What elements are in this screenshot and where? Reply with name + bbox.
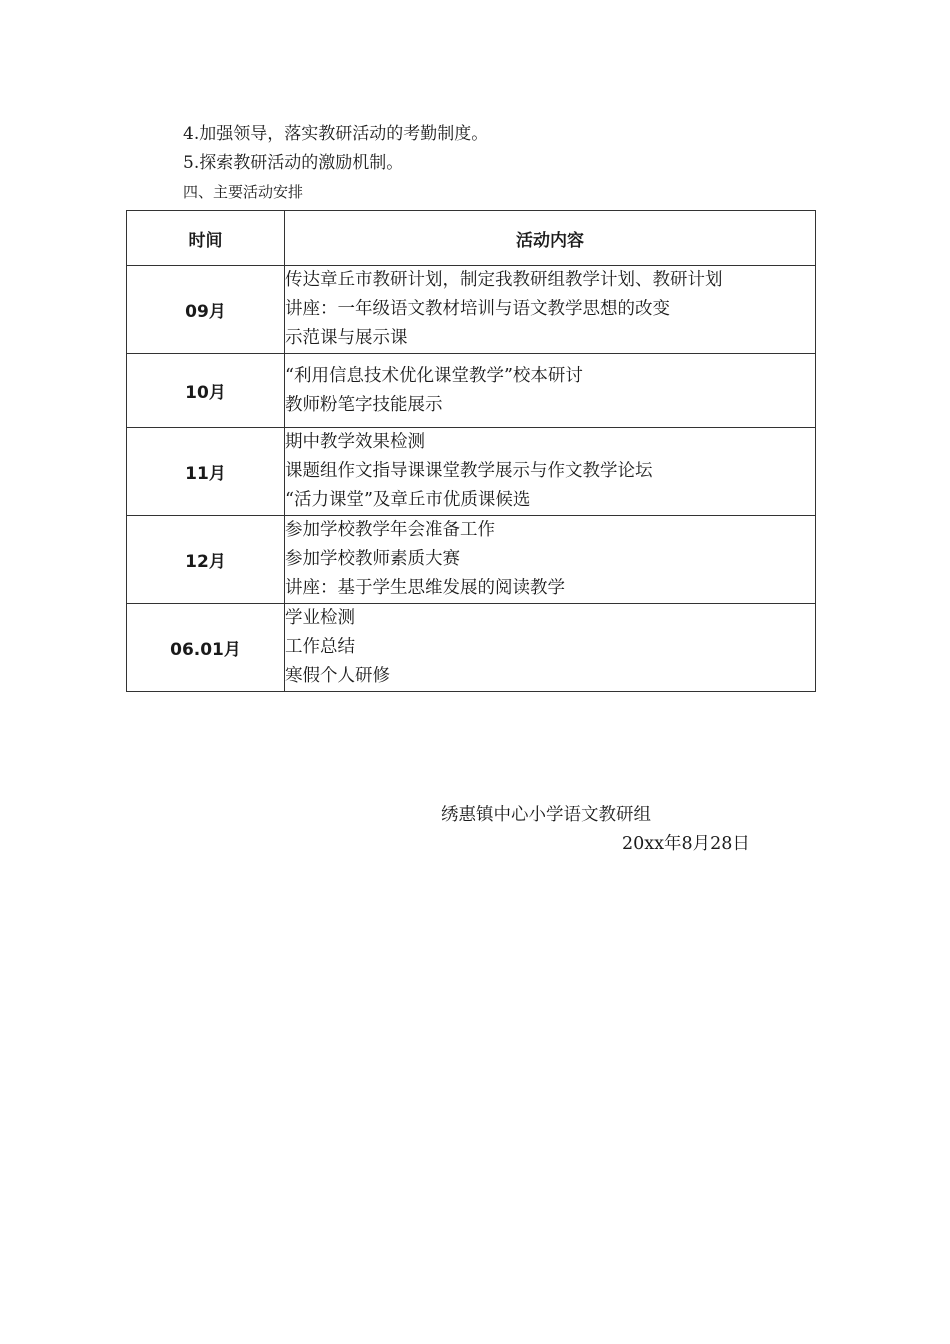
header-content: 活动内容	[285, 211, 816, 266]
activity-item: 学业检测	[285, 608, 355, 628]
table-row	[127, 516, 816, 604]
row-time: 09月	[127, 266, 285, 354]
activity-item: 示范课与展示课	[285, 328, 408, 348]
activity-item: 寒假个人研修	[285, 666, 390, 686]
activity-item: “活力课堂”及章丘市优质课候选	[285, 490, 531, 510]
row-activities	[285, 604, 816, 692]
table-row	[127, 604, 816, 692]
activity-item: 工作总结	[285, 637, 355, 657]
activity-schedule-table	[126, 210, 816, 692]
activity-item: 期中教学效果检测	[285, 432, 425, 452]
activity-item: 教师粉笔字技能展示	[285, 394, 443, 415]
row-time: 11月	[127, 428, 285, 516]
table-header-row	[127, 211, 816, 266]
section-heading: 四、主要活动安排	[183, 183, 304, 201]
plan-item-4: 4.加强领导，落实教研活动的考勤制度。	[183, 124, 489, 144]
activity-item: 课题组作文指导课课堂教学展示与作文教学论坛	[285, 461, 653, 481]
row-activities	[285, 428, 816, 516]
activity-item: 参加学校教师素质大赛	[285, 549, 460, 569]
row-activities	[285, 266, 816, 354]
row-time: 06.01月	[127, 604, 285, 692]
plan-item-5: 5.探索教研活动的激励机制。	[183, 153, 404, 173]
activity-item: 讲座：基于学生思维发展的阅读教学	[285, 578, 565, 598]
activity-item: “利用信息技术优化课堂教学”校本研讨	[285, 365, 583, 386]
activity-item: 传达章丘市教研计划，制定我教研组教学计划、教研计划	[285, 270, 723, 290]
signature-organization: 绣惠镇中心小学语文教研组	[441, 805, 651, 825]
table-row	[127, 266, 816, 354]
header-time: 时间	[127, 211, 285, 266]
table-row	[127, 428, 816, 516]
table-row	[127, 354, 816, 428]
row-time: 12月	[127, 516, 285, 604]
row-activities	[285, 516, 816, 604]
row-activities	[285, 354, 816, 428]
activity-item: 参加学校教学年会准备工作	[285, 520, 495, 540]
activity-item: 讲座：一年级语文教材培训与语文教学思想的改变	[285, 299, 670, 319]
row-time: 10月	[127, 354, 285, 428]
signature-date: 20xx年8月28日	[622, 834, 750, 854]
